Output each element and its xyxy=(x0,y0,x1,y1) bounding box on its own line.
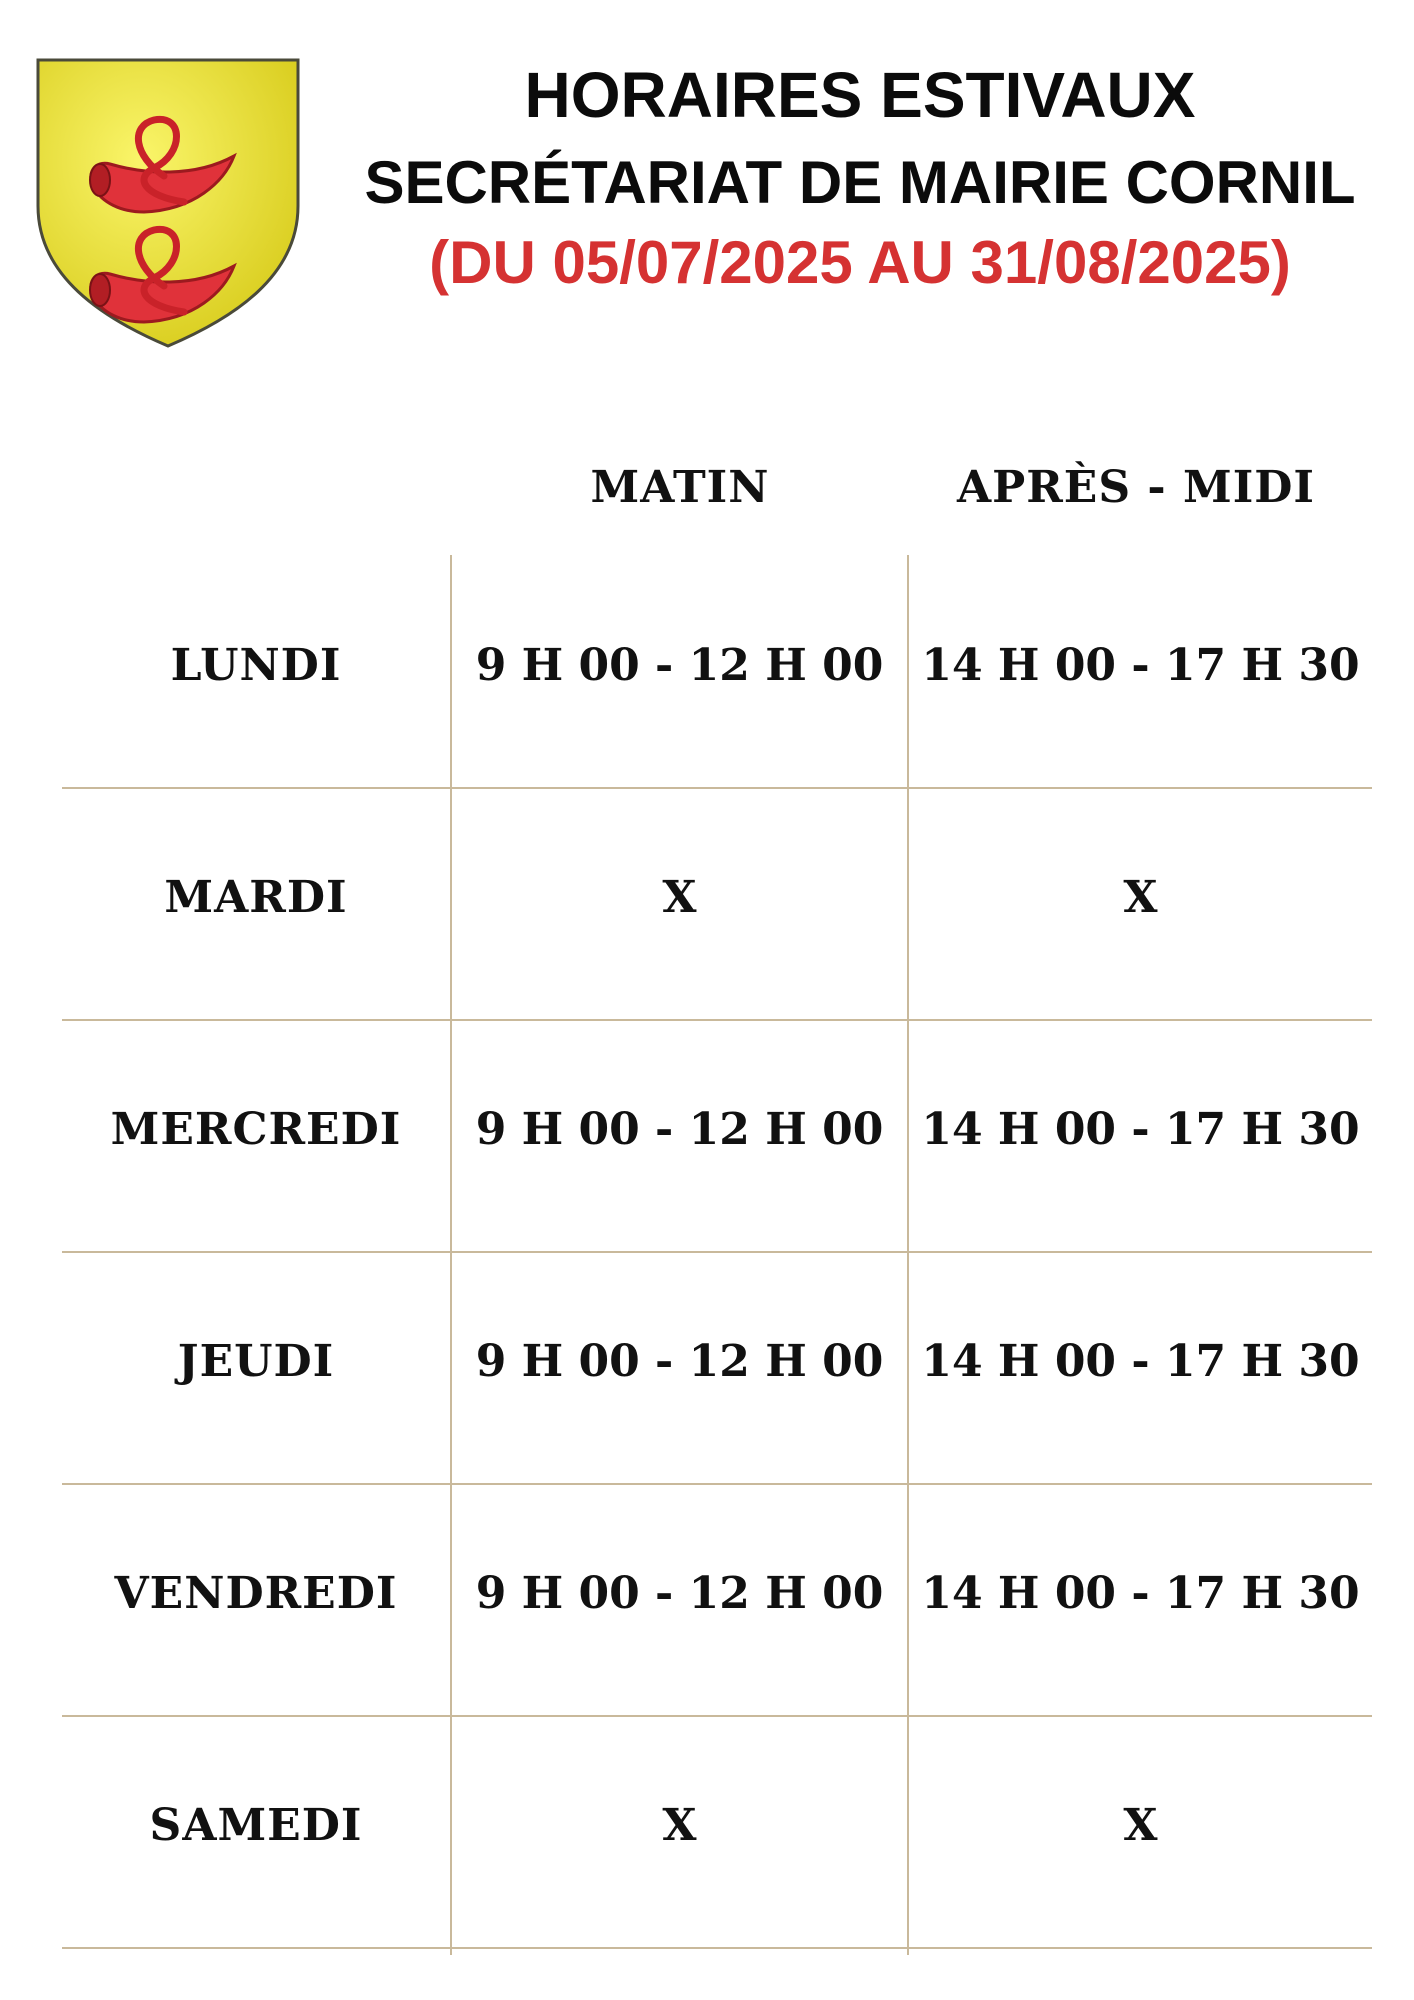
morning-hours: 9 H 00 - 12 H 00 xyxy=(475,1336,884,1387)
row-divider xyxy=(62,1251,1372,1253)
day-label: LUNDI xyxy=(170,640,342,691)
row-divider xyxy=(62,1715,1372,1717)
day-label: SAMEDI xyxy=(149,1800,363,1851)
column-divider xyxy=(907,555,909,1955)
column-header-apres-midi: APRÈS - MIDI xyxy=(956,462,1316,513)
afternoon-hours: 14 H 00 - 17 H 30 xyxy=(921,1568,1360,1619)
row-divider xyxy=(62,1947,1372,1949)
title-line-1: HORAIRES ESTIVAUX xyxy=(524,59,1196,131)
morning-hours: 9 H 00 - 12 H 00 xyxy=(475,640,884,691)
afternoon-hours: 14 H 00 - 17 H 30 xyxy=(921,1336,1360,1387)
day-label: MARDI xyxy=(164,872,348,923)
day-label: VENDREDI xyxy=(114,1568,398,1619)
morning-hours: 9 H 00 - 12 H 00 xyxy=(475,1104,884,1155)
morning-hours: X xyxy=(662,1800,697,1851)
column-header-matin: MATIN xyxy=(590,462,770,513)
day-label: MERCREDI xyxy=(110,1104,402,1155)
row-divider xyxy=(62,1019,1372,1021)
afternoon-hours: 14 H 00 - 17 H 30 xyxy=(921,640,1360,691)
day-label: JEUDI xyxy=(177,1336,335,1387)
row-divider xyxy=(62,787,1372,789)
morning-hours: X xyxy=(662,872,697,923)
afternoon-hours: X xyxy=(1123,1800,1158,1851)
morning-hours: 9 H 00 - 12 H 00 xyxy=(475,1568,884,1619)
afternoon-hours: 14 H 00 - 17 H 30 xyxy=(921,1104,1360,1155)
date-range: (DU 05/07/2025 AU 31/08/2025) xyxy=(429,229,1291,296)
column-divider xyxy=(450,555,452,1955)
title-line-2: SECRÉTARIAT DE MAIRIE CORNIL xyxy=(364,149,1356,216)
row-divider xyxy=(62,1483,1372,1485)
coat-of-arms-icon xyxy=(34,56,302,350)
afternoon-hours: X xyxy=(1123,872,1158,923)
